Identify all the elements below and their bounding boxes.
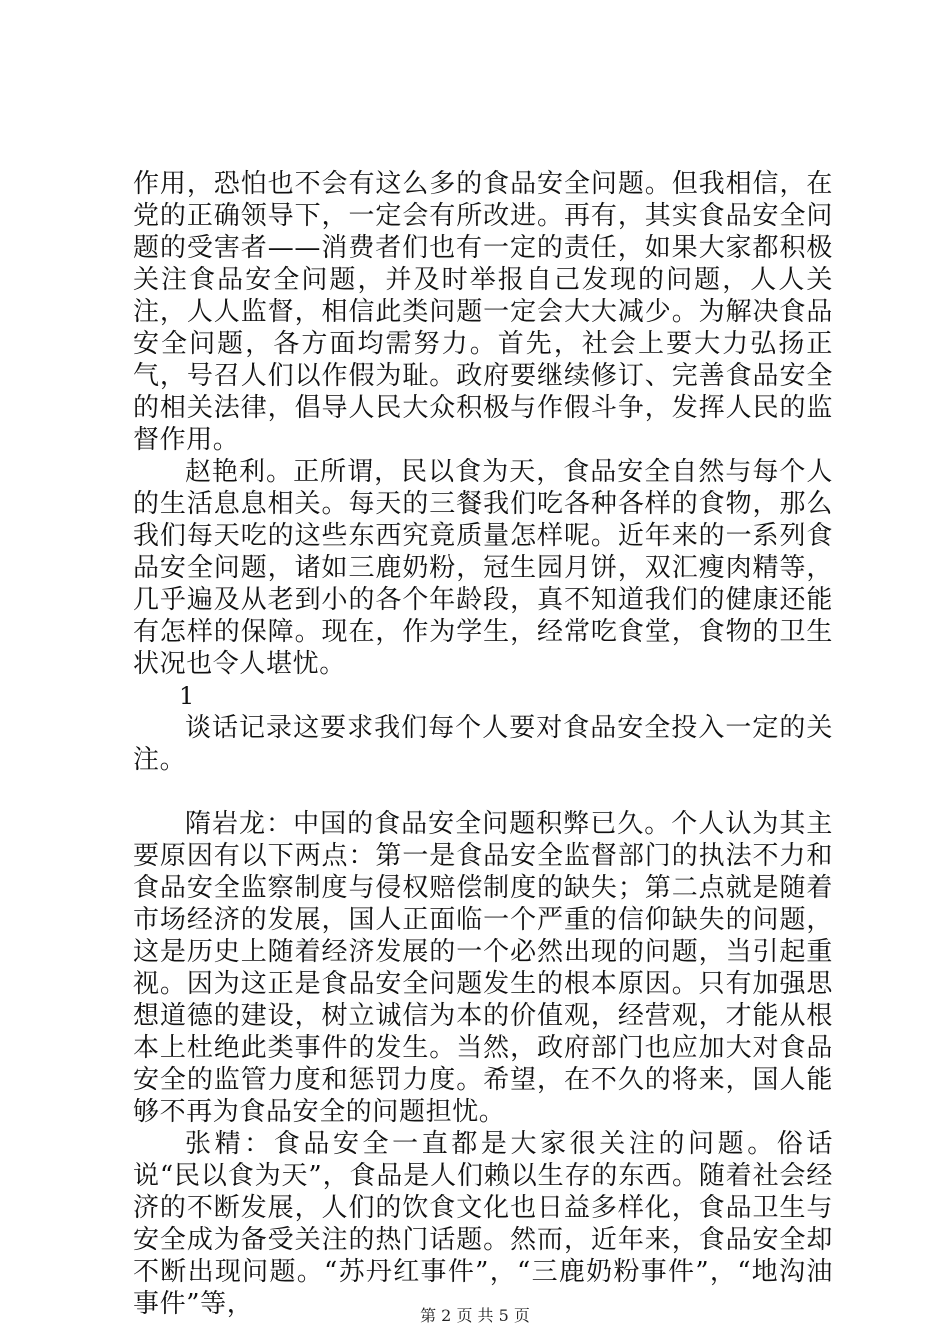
blank-line [133, 776, 833, 808]
paragraph-sui-yanlong: 隋岩龙：中国的食品安全问题积弊已久。个人认为其主要原因有以下两点：第一是食品安全监督部门的执法不力和食品安全监察制度与侵权赔偿制度的缺失；第二点就是随着市场经济的发展，国人正面临一个严重的信仰缺失的问题，这是历史上随着经济发展的一个必然出现的问题，当引起重视。因为这正是食品安全问题发生的根本原因。只有加强思想道德的建设，树立诚信为本的价值观，经营观，才能从根本上杜绝此类事件的发生。当然，政府部门也应加大对食品安全的监管力度和惩罚力度。希望，在不久的将来，国人能够不再为食品安全的问题担忧。 [133, 809, 833, 1127]
heading-line: 谈话记录这要求我们每个人要对食品安全投入一定的关注。 [133, 713, 833, 775]
page-footer: 第 2 页 共 5 页 [420, 1306, 530, 1325]
paragraph-zhang-jing: 张精：食品安全一直都是大家很关注的问题。俗话说“民以食为天”，食品是人们赖以生存的东西。随着社会经济的不断发展，人们的饮食文化也日益多样化，食品卫生与安全成为备受关注的热门话题。然而，近年来，食品安全却不断出现问题。“苏丹红事件”，“三鹿奶粉事件”，“地沟油事件”等， [133, 1129, 833, 1319]
inner-page-number: 1 [179, 682, 195, 710]
paragraph-zhao-yanli: 赵艳利。正所谓，民以食为天，食品安全自然与每个人的生活息息相关。每天的三餐我们吃各种各样的食物，那么我们每天吃的这些东西究竟质量怎样呢。近年来的一系列食品安全问题，诸如三鹿奶粉，冠生园月饼，双汇瘦肉精等，几乎遍及从老到小的各个年龄段，真不知道我们的健康还能有怎样的保障。现在，作为学生，经常吃食堂，食物的卫生状况也令人堪忧。 [133, 457, 833, 679]
document-body [133, 168, 833, 1320]
paragraph-continuation: 作用，恐怕也不会有这么多的食品安全问题。但我相信，在党的正确领导下，一定会有所改进。再有，其实食品安全问题的受害者——消费者们也有一定的责任，如果大家都积极关注食品安全问题，并及时举报自己发现的问题，人人关注，人人监督，相信此类问题一定会大大减少。为解决食品安全问题，各方面均需努力。首先，社会上要大力弘扬正气，号召人们以作假为耻。政府要继续修订、完善食品安全的相关法律，倡导人民大众积极与作假斗争，发挥人民的监督作用。 [133, 169, 833, 455]
